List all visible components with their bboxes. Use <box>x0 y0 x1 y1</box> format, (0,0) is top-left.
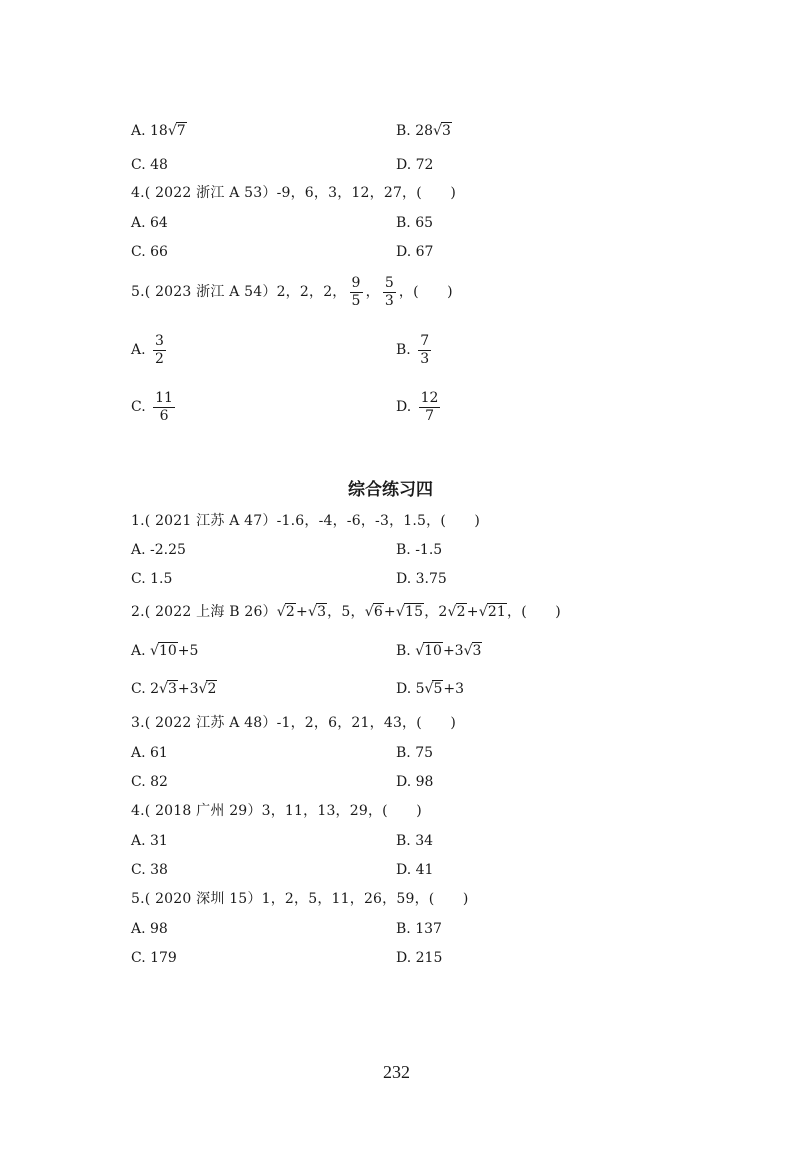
section-q3-option-b: B. 75 <box>396 745 434 761</box>
prev-q4-option-a: A. 64 <box>131 215 168 231</box>
prev-q5-option-c: C. $\frac{11}{6}$ <box>131 390 173 424</box>
section-q1-option-c: C. 1.5 <box>131 571 173 587</box>
section-q1-option-a: A. -2.25 <box>131 542 186 558</box>
section-q1-option-d: D. 3.75 <box>396 571 447 587</box>
prev-q5-option-d: D. $\frac{12}{7}$ <box>396 390 439 424</box>
page-number: 232 <box>383 1062 410 1082</box>
prev-q5-option-b: B. $\frac{7}{3}$ <box>396 333 430 367</box>
section-q2-stem: 2.( 2022 上海 B 26）√2+√3，5，√6+√15，2√2+√21，( ) <box>131 604 561 620</box>
section-q5-option-c: C. 179 <box>131 950 177 966</box>
section-q5-option-a: A. 98 <box>131 921 168 937</box>
section-q5-stem: 5.( 2020 深圳 15）1，2，5，11，26，59，( ) <box>131 891 469 907</box>
prev-q4-stem: 4.( 2022 浙江 A 53）-9，6，3，12，27，( ) <box>131 185 456 201</box>
section-q3-stem: 3.( 2022 江苏 A 48）-1，2，6，21，43，( ) <box>131 715 456 731</box>
section-q2-option-b: B. √10+3√3 <box>396 643 482 659</box>
section-title: 综合练习四 <box>348 480 433 500</box>
radical: √2 <box>276 604 295 620</box>
section-q4-stem: 4.( 2018 广州 29）3，11，13，29，( ) <box>131 803 422 819</box>
prev-q4-option-b: B. 65 <box>396 215 434 231</box>
radical: √3 <box>307 604 327 620</box>
radical: √6 <box>364 604 383 620</box>
section-q3-option-d: D. 98 <box>396 774 434 790</box>
section-q4-option-b: B. 34 <box>396 833 434 849</box>
section-q1-option-b: B. -1.5 <box>396 542 443 558</box>
section-q5-option-b: B. 137 <box>396 921 442 937</box>
section-q2-option-c: C. 2√3+3√2 <box>131 681 217 697</box>
section-q2-option-d: D. 5√5+3 <box>396 681 465 697</box>
section-q4-option-c: C. 38 <box>131 862 168 878</box>
fraction: $\frac{9}{5}$ <box>351 275 361 309</box>
section-q5-option-d: D. 215 <box>396 950 443 966</box>
section-q4-option-d: D. 41 <box>396 862 434 878</box>
radical: √15 <box>395 604 424 620</box>
radical: √2 <box>447 604 466 620</box>
prev-q3-option-d: D. 72 <box>396 157 434 173</box>
prev-q3-option-b: B. 28√3 <box>396 123 451 139</box>
section-q4-option-a: A. 31 <box>131 833 168 849</box>
fraction: $\frac{5}{3}$ <box>384 275 394 309</box>
prev-q5-stem: 5.( 2023 浙江 A 54）2，2，2， $\frac{9}{5}$ ， $\frac{5}{3}$ ，( ) <box>131 275 453 309</box>
section-q2-option-a: A. √10+5 <box>131 643 199 659</box>
prev-q3-option-a: A. 18√7 <box>131 123 186 139</box>
prev-q3-option-c: C. 48 <box>131 157 168 173</box>
prev-q4-option-d: D. 67 <box>396 244 434 260</box>
section-q3-option-a: A. 61 <box>131 745 168 761</box>
prev-q5-option-a: A. $\frac{3}{2}$ <box>131 333 164 367</box>
radical: √21 <box>478 604 507 620</box>
section-q3-option-c: C. 82 <box>131 774 168 790</box>
prev-q4-option-c: C. 66 <box>131 244 168 260</box>
section-q1-stem: 1.( 2021 江苏 A 47）-1.6，-4，-6，-3，1.5，( ) <box>131 513 481 529</box>
